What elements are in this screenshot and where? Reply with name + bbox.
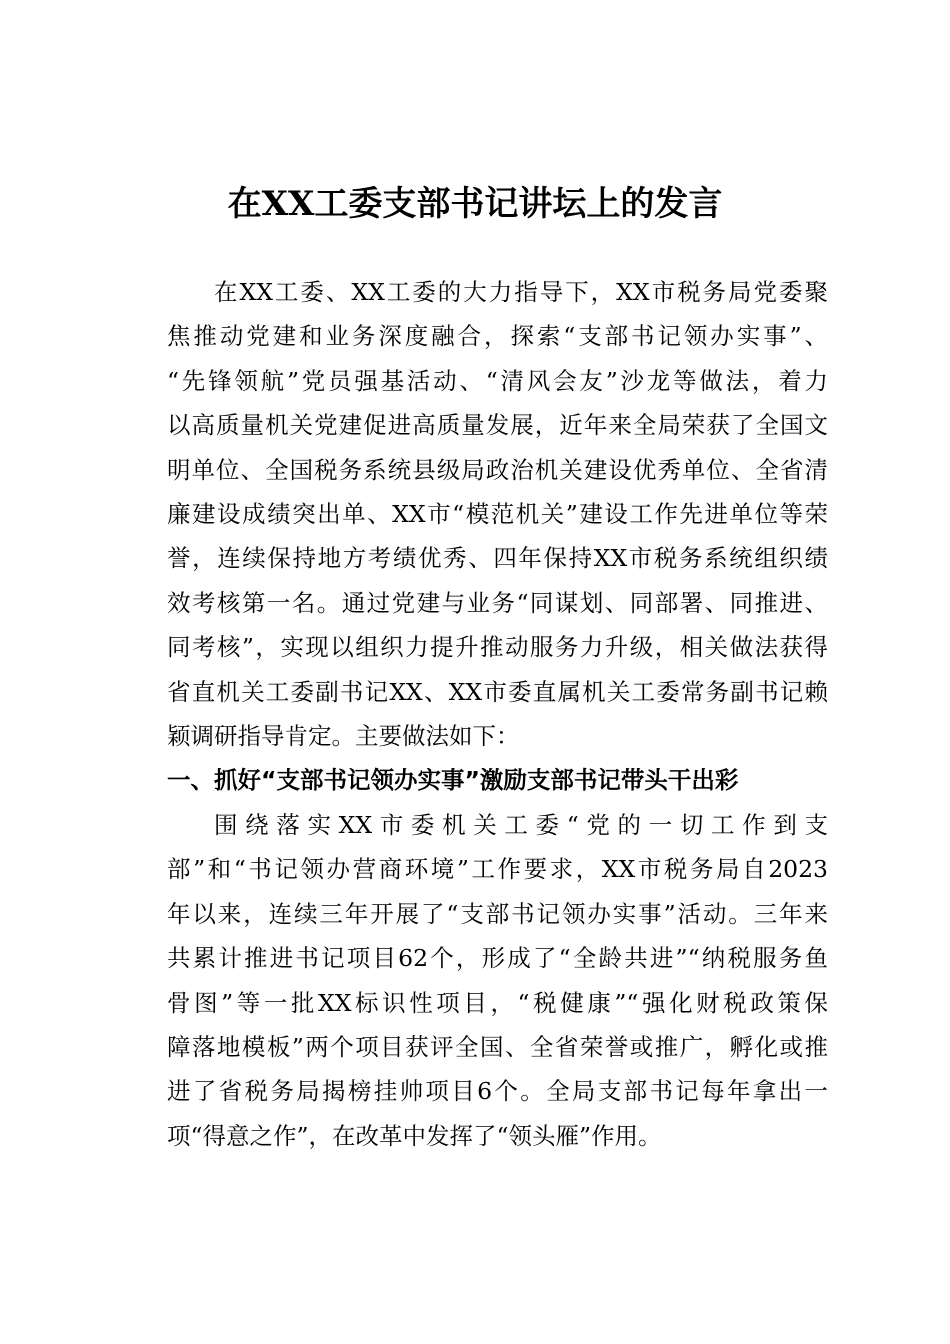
text-line: 颖调研指导肯定。主要做法如下： <box>167 722 520 751</box>
text-line: 共累计推进书记项目62个，形成了“全龄共进”“纳税服务鱼 <box>167 944 828 973</box>
text-line: 效考核第一名。通过党建与业务“同谋划、同部署、同推进、 <box>167 588 828 617</box>
document-body <box>120 270 828 1158</box>
text-line: 省直机关工委副书记XX、XX市委直属机关工委常务副书记赖 <box>167 677 828 706</box>
text-line: “先锋领航”党员强基活动、“清风会友”沙龙等做法，着力 <box>167 366 828 395</box>
paragraph-intro <box>120 270 828 758</box>
paragraph-section-1 <box>120 803 828 1158</box>
document-title: 在XX工委支部书记讲坛上的发言 <box>227 184 723 224</box>
text-line: 以高质量机关党建促进高质量发展，近年来全局荣获了全国文 <box>167 411 828 440</box>
text-line: 项“得意之作”，在改革中发挥了“领头雁”作用。 <box>167 1121 662 1150</box>
text-line: 同考核”，实现以组织力提升推动服务力升级，相关做法获得 <box>167 633 828 662</box>
text-line: 焦推动党建和业务深度融合，探索“支部书记领办实事”、 <box>167 322 828 351</box>
text-line: 进了省税务局揭榜挂帅项目6个。全局支部书记每年拿出一 <box>167 1077 828 1106</box>
text-line: 部”和“书记领办营商环境”工作要求，XX市税务局自2023 <box>167 855 828 884</box>
text-line: 在XX工委、XX工委的大力指导下，XX市税务局党委聚 <box>214 278 828 306</box>
text-line: 廉建设成绩突出单、XX市“模范机关”建设工作先进单位等荣 <box>167 500 828 529</box>
text-line: 骨图”等一批XX标识性项目，“税健康”“强化财税政策保 <box>167 988 828 1017</box>
text-line: 明单位、全国税务系统县级局政治机关建设优秀单位、全省清 <box>167 455 828 484</box>
text-line: 誉，连续保持地方考绩优秀、四年保持XX市税务系统组织绩 <box>167 544 828 573</box>
text-line: 围绕落实XX市委机关工委“党的一切工作到支 <box>214 810 828 839</box>
text-line: 年以来，连续三年开展了“支部书记领办实事”活动。三年来 <box>167 899 828 928</box>
section-heading-1: 一、抓好“支部书记领办实事”激励支部书记带头干出彩 <box>167 766 739 795</box>
text-line: 障落地模板”两个项目获评全国、全省荣誉或推广，孵化或推 <box>167 1032 828 1061</box>
